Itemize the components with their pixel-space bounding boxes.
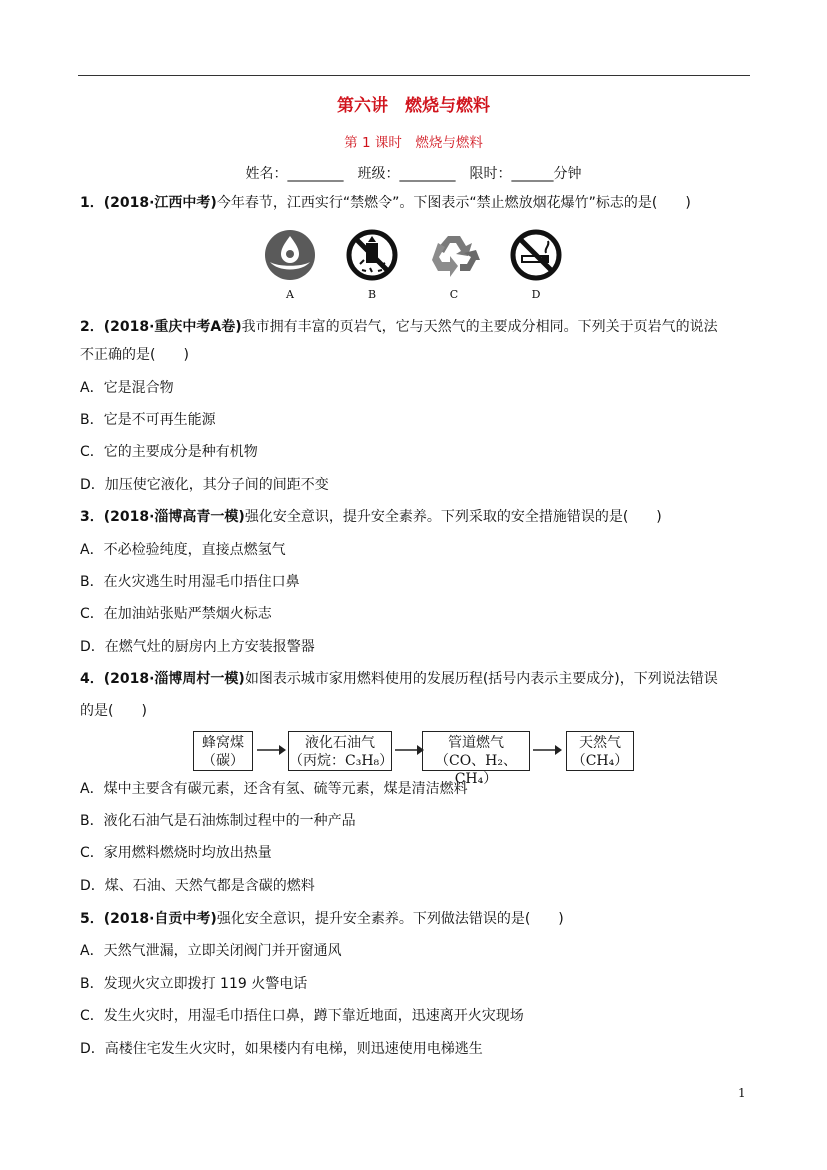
page-number: 1 — [738, 1086, 746, 1100]
question-number: 4． — [80, 671, 104, 687]
option-a: A．它是混合物 — [80, 380, 174, 396]
water-saving-icon — [262, 226, 318, 284]
question-source: (2018·自贡中考) — [103, 911, 217, 927]
arrow-icon — [531, 743, 563, 757]
question-1-stem — [80, 193, 691, 213]
fuel-box-honeycomb-coal — [193, 731, 253, 771]
question-source: (2018·重庆中考A卷) — [103, 319, 242, 335]
question-text: 如图表示城市家用燃料使用的发展历程(括号内表示主要成分)，下列说法错误 — [244, 671, 718, 687]
option-c: C．发生火灾时，用湿毛巾捂住口鼻，蹲下靠近地面，迅速离开火灾现场 — [80, 1008, 524, 1024]
option-a: A．天然气泄漏，立即关闭阀门并开窗通风 — [80, 943, 342, 959]
fuel-box-natural-gas — [566, 731, 634, 771]
fuel-box-lpg — [288, 731, 392, 771]
student-info-line: 姓名：________ 班级：________ 限时：______分钟 — [245, 166, 582, 182]
question-number: 1． — [80, 195, 104, 211]
question-4-stem-cont: 的是( ) — [80, 703, 147, 719]
fuel-name: 天然气 — [579, 735, 621, 751]
option-letter: D — [531, 288, 541, 301]
no-fireworks-icon — [344, 226, 400, 284]
question-number: 5． — [80, 911, 104, 927]
option-d: D．在燃气灶的厨房内上方安装报警器 — [80, 639, 315, 655]
option-d: D．煤、石油、天然气都是含碳的燃料 — [80, 878, 315, 894]
fuel-component: （丙烷：C₃H₈） — [289, 753, 394, 769]
question-text: 强化安全意识，提升安全素养。下列做法错误的是( ) — [216, 911, 564, 927]
header-rule — [78, 75, 750, 76]
fuel-component: （碳） — [202, 753, 244, 769]
lesson-title: 第六讲 燃烧与燃料 — [337, 96, 490, 116]
fuel-component: （CO、H₂、CH₄） — [434, 753, 517, 787]
question-4-stem — [80, 669, 718, 689]
lesson-subtitle: 第 1 课时 燃烧与燃料 — [344, 135, 483, 151]
option-a: A．煤中主要含有碳元素，还含有氢、硫等元素，煤是清洁燃料 — [80, 781, 468, 797]
q1-sign-options — [262, 226, 572, 302]
question-number: 2． — [80, 319, 104, 335]
no-smoking-icon — [508, 226, 564, 284]
option-c: C．家用燃料燃烧时均放出热量 — [80, 845, 272, 861]
arrow-icon — [393, 743, 425, 757]
arrow-icon — [255, 743, 287, 757]
question-source: (2018·淄博周村一模) — [103, 671, 245, 687]
option-b: B．在火灾逃生时用湿毛巾捂住口鼻 — [80, 574, 300, 590]
question-source: (2018·淄博高青一模) — [103, 509, 245, 525]
option-d: D．高楼住宅发生火灾时，如果楼内有电梯，则迅速使用电梯逃生 — [80, 1041, 483, 1057]
question-text: 今年春节，江西实行“禁燃令”。下图表示“禁止燃放烟花爆竹”标志的是( ) — [216, 195, 691, 211]
option-c: C．它的主要成分是种有机物 — [80, 444, 258, 460]
option-a: A．不必检验纯度，直接点燃氢气 — [80, 542, 286, 558]
option-c: C．在加油站张贴严禁烟火标志 — [80, 606, 272, 622]
question-5-stem — [80, 909, 564, 929]
question-2-stem-cont: 不正确的是( ) — [80, 347, 189, 363]
fuel-box-pipeline-gas — [422, 731, 530, 787]
question-text: 强化安全意识，提升安全素养。下列采取的安全措施错误的是( ) — [244, 509, 662, 525]
question-text: 我市拥有丰富的页岩气，它与天然气的主要成分相同。下列关于页岩气的说法 — [241, 319, 718, 335]
recycle-icon — [426, 226, 482, 284]
option-letter: B — [367, 288, 377, 301]
question-number: 3． — [80, 509, 104, 525]
question-source: (2018·江西中考) — [103, 195, 217, 211]
option-b: B．发现火灾立即拨打 119 火警电话 — [80, 976, 308, 992]
option-b: B．液化石油气是石油炼制过程中的一种产品 — [80, 813, 356, 829]
option-d: D．加压使它液化，其分子间的间距不变 — [80, 477, 329, 493]
fuel-name: 蜂窝煤 — [202, 735, 244, 751]
option-letter: A — [286, 288, 294, 301]
fuel-history-diagram — [193, 731, 663, 787]
option-b: B．它是不可再生能源 — [80, 412, 216, 428]
fuel-name: 液化石油气 — [305, 735, 375, 751]
question-2-stem — [80, 317, 718, 337]
fuel-component: （CH₄） — [571, 753, 629, 769]
question-3-stem — [80, 507, 662, 527]
fuel-name: 管道燃气 — [448, 735, 504, 751]
option-letter: C — [449, 288, 459, 301]
